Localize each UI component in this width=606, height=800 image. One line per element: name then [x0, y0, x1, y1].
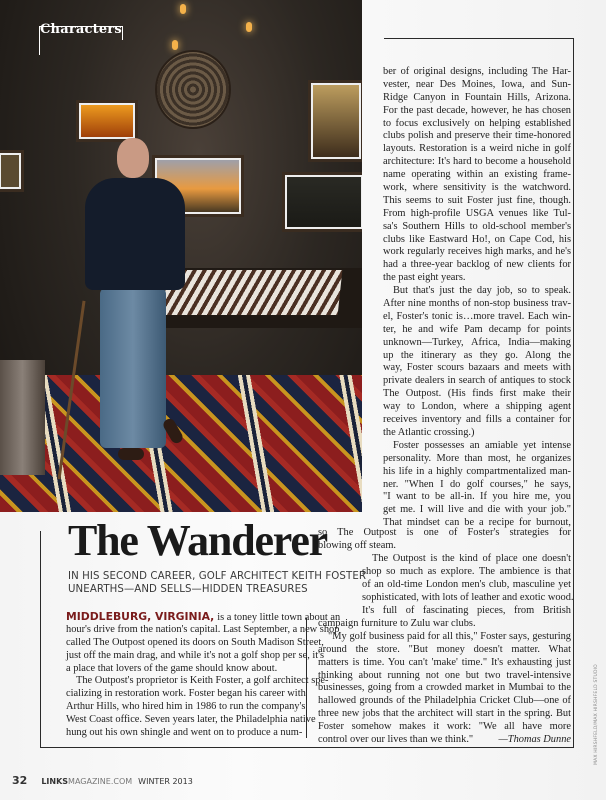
person-torso: [85, 178, 185, 290]
right-column-lower: [318, 618, 571, 747]
text-line-content: The Outpost is the kind of place one doesn't: [372, 553, 571, 564]
frame-rule-right: [573, 38, 574, 748]
text-line-content: blowing off steam.: [318, 539, 397, 551]
text-line: [318, 695, 571, 708]
right-column-narrow: [362, 553, 574, 617]
frame-rule-left: [40, 531, 41, 748]
text-line: [383, 453, 571, 466]
shoe: [118, 448, 144, 460]
text-line-content: three new jobs that the architect will start in the spring. But: [318, 708, 571, 720]
text-line: [66, 649, 325, 663]
text-line-content: architecture: It's hard to become a household: [383, 156, 571, 168]
text-line-content: name operating within an existing frame-: [383, 169, 571, 181]
text-line-content: sophisticated, with lots of leather and exotic wood.: [362, 591, 574, 603]
text-line-content: a place that lovers of the game should know about.: [66, 662, 278, 674]
text-line-content: businesses, going from a crowded market in Mumbai to the: [318, 682, 571, 694]
text-line-content: way, Foster scours bazaars and meets with: [383, 362, 571, 374]
text-line: [383, 298, 571, 311]
text-line-content: had a three-year backlog of new clients for: [383, 259, 571, 271]
text-line: [318, 670, 571, 683]
framed-picture: [0, 150, 24, 192]
text-line: [383, 156, 571, 169]
text-line: [66, 663, 295, 676]
text-line: [383, 195, 571, 208]
text-line: [318, 631, 571, 644]
footer: [12, 774, 193, 787]
text-line-content: It's full of fascinating pieces, from British: [362, 604, 571, 616]
text-line: [383, 66, 571, 79]
text-line-content: hung out his own shingle and went on to produce a num-: [66, 727, 303, 739]
lamp-icon: [180, 4, 186, 14]
text-line-content: work regularly receives high marks, and he's: [383, 246, 571, 258]
deck: [68, 570, 366, 596]
text-line: [383, 375, 571, 388]
text-line: [318, 527, 571, 540]
text-line-content: Ridge Canyon in Fountain Hills, Arizona.: [383, 91, 571, 103]
text-line: [318, 657, 571, 670]
text-line-content: hour's drive from the nation's capital. Last September, a new shop: [66, 623, 340, 635]
text-line: [383, 401, 571, 414]
text-line-content: clubs like Eastward Ho!, on Cape Cod, his: [383, 233, 571, 245]
deck-line: UNEARTHS—AND SELLS—HIDDEN TREASURES: [68, 584, 308, 595]
text-line-content: unknown—Turkey, Africa, India—making: [383, 336, 571, 348]
text-line-content: Arthur Hills, who hired him in 1986 to run the company's: [66, 701, 306, 713]
text-line: [66, 701, 306, 714]
text-line: [383, 324, 571, 337]
text-line: [383, 440, 571, 453]
text-line-content: layouts. Restoration is a weird niche in golf: [383, 143, 571, 155]
zebra-hide: [163, 270, 343, 315]
text-line: [66, 636, 324, 650]
text-line: [383, 79, 571, 92]
text-line-content: Foster possesses an amiable yet intense: [393, 439, 571, 451]
text-line-content: just off the main drag, and while it's not a golf shop per se, it's: [66, 649, 325, 661]
text-line-content: up the itinerary as they go. Along the: [383, 349, 571, 361]
kicker-bracket: [122, 26, 123, 40]
footer-site: MAGAZINE.COM: [68, 777, 133, 786]
text-line: [362, 591, 574, 605]
text-line-content: matters is time. You can't 'make' time." It's exhausting just: [318, 656, 571, 668]
text-line-content: The Outpost. (His finds first make their: [383, 388, 571, 400]
text-line-content: ter, he and wife Pam decamp for points: [383, 323, 571, 335]
text-line: [383, 504, 571, 517]
text-line: [66, 714, 316, 727]
text-line-content: called The Outpost opened its doors on South Madison Street,: [66, 636, 324, 648]
right-column-wide: [318, 527, 571, 553]
right-column-upper: [383, 66, 571, 530]
text-line-content: vester, near Des Moines, Iowa, and Sun-: [383, 78, 571, 90]
text-line-content: "My golf business paid for all this," Foster says, gesturing: [328, 630, 571, 642]
framed-picture: [282, 172, 362, 232]
page-number: 32: [12, 774, 28, 787]
text-line: [383, 169, 571, 182]
framed-picture: [76, 100, 138, 142]
section-kicker: Characters: [40, 22, 122, 37]
text-line: [383, 208, 571, 221]
text-line-content: personality. More than most, he organizes: [383, 452, 571, 464]
text-line-content: West Coast office. Seven years later, the Philadelphia native: [66, 714, 316, 726]
text-line: [318, 540, 571, 553]
text-line: [383, 259, 571, 272]
text-line-content: thinking about running not one but two travel-intensive: [318, 669, 571, 681]
text-line: [383, 427, 571, 440]
wood-stump: [0, 360, 45, 475]
text-line-content: his life in a highly compartmentalized man-: [383, 465, 571, 477]
text-line: [362, 553, 571, 566]
text-line: [66, 675, 329, 688]
text-line-content: to focus exclusively on helping established: [383, 117, 571, 129]
text-line: [383, 118, 571, 131]
rug: [0, 375, 362, 512]
text-line: [318, 734, 571, 747]
text-line: [362, 605, 571, 618]
text-line: [383, 479, 571, 492]
text-line-content: campaign furniture to Zulu war clubs.: [318, 618, 476, 629]
text-line: [318, 721, 571, 734]
text-line-content: control over our lives than we think.": [318, 734, 474, 746]
framed-picture: [308, 80, 362, 162]
text-line: [383, 388, 571, 401]
text-line: [383, 246, 571, 259]
text-line-content: Foster somehow makes it work: "We all have more: [318, 721, 571, 733]
text-line-content: way to London, where a shipping agent: [383, 401, 571, 413]
text-line-content: get me. I will live and die with your job.": [383, 504, 571, 516]
text-line-content: el, Foster's tonic is…more travel. Each win-: [383, 310, 571, 322]
text-line-content: After nine months of non-stop business trav-: [383, 298, 571, 310]
lead-in: MIDDLEBURG, VIRGINIA,: [66, 610, 215, 623]
text-line: [383, 350, 571, 363]
text-line-content: sa's Southern Hills to old-school member's: [383, 220, 571, 232]
frame-rule-top: [384, 38, 574, 39]
text-line: [362, 566, 571, 579]
text-line: [66, 688, 306, 701]
text-line: [362, 579, 571, 592]
text-line-content: ber of original designs, including The Har-: [383, 66, 571, 77]
text-line-content: the Atlantic crossing.): [383, 426, 475, 438]
footer-brand: LINKS: [41, 777, 69, 786]
headline: The Wanderer: [68, 516, 327, 565]
text-line-content: hallowed grounds of the Philadelphia Cricket Club—one of: [318, 695, 571, 707]
text-line: [383, 466, 571, 479]
photo-credit: MAX HIRSHFELD/MAX HIRSHFELD STUDIO: [594, 664, 599, 765]
text-line: [383, 105, 571, 118]
text-line-content: From high-profile USGA venues like Tul-: [383, 207, 571, 219]
text-line: [318, 682, 571, 695]
footer-issue: WINTER 2013: [138, 777, 193, 786]
text-line: [318, 644, 571, 657]
text-line: [318, 618, 571, 631]
text-line: [66, 623, 340, 637]
text-line-content: so The Outpost is one of Foster's strategies for: [318, 527, 571, 538]
text-line: [383, 311, 571, 324]
text-line: [383, 362, 571, 375]
text-line: [383, 491, 571, 504]
text-line-content: is a toney little town about an: [217, 612, 341, 623]
text-line-content: This seems to suit Foster just fine, though.: [383, 194, 571, 206]
text-line-content: For the past decade, however, he has chosen: [383, 104, 571, 116]
person-head: [117, 138, 149, 178]
frame-rule-bottom: [40, 747, 574, 748]
text-line: [318, 708, 571, 721]
feature-photo: [0, 0, 362, 512]
text-line: [383, 143, 571, 156]
text-line: [383, 130, 571, 143]
text-line-content: But that's just the day job, so to speak.: [393, 285, 571, 297]
text-line: [383, 337, 571, 350]
text-line: [383, 234, 571, 247]
deck-line: IN HIS SECOND CAREER, GOLF ARCHITECT KEITH FOSTER: [68, 571, 367, 582]
left-column: [66, 610, 341, 740]
text-line: [383, 285, 571, 298]
text-line: [383, 272, 571, 285]
text-line-content: ner. "When I do golf courses," he says,: [383, 478, 571, 490]
text-line-content: private dealers in search of antiques to stock: [383, 375, 571, 387]
tribal-shield: [155, 50, 231, 129]
text-line: [383, 414, 571, 427]
text-line: [383, 182, 571, 195]
byline: —Thomas Dunne: [498, 734, 571, 746]
text-line-content: "I want to be all-in. If you hire me, you: [383, 491, 571, 503]
text-line-content: receives inventory and fills a container for: [383, 414, 571, 426]
text-line: [66, 610, 341, 624]
text-line-content: around the store. "But money doesn't matter. What: [318, 643, 571, 655]
text-line: [383, 92, 571, 105]
text-line-content: work, where sensitivity is the watchword.: [383, 182, 571, 194]
text-line-content: clubs polish and preserve their time-honored: [383, 130, 571, 142]
lamp-icon: [246, 22, 252, 32]
text-line-content: of an old-time London men's club, masculine yet: [362, 578, 571, 590]
text-line-content: That mindset can be a recipe for burnout,: [383, 517, 571, 529]
text-line-content: shop so much as explore. The ambience is that: [362, 565, 571, 577]
person-legs: [100, 288, 166, 448]
text-line: [383, 221, 571, 234]
text-line-content: the past eight years.: [383, 272, 466, 284]
lamp-icon: [172, 40, 178, 50]
text-line: [66, 727, 303, 740]
text-line-content: The Outpost's proprietor is Keith Foster, a golf architect spe-: [76, 675, 329, 687]
text-line-content: cializing in restoration work. Foster began his career with: [66, 688, 306, 700]
